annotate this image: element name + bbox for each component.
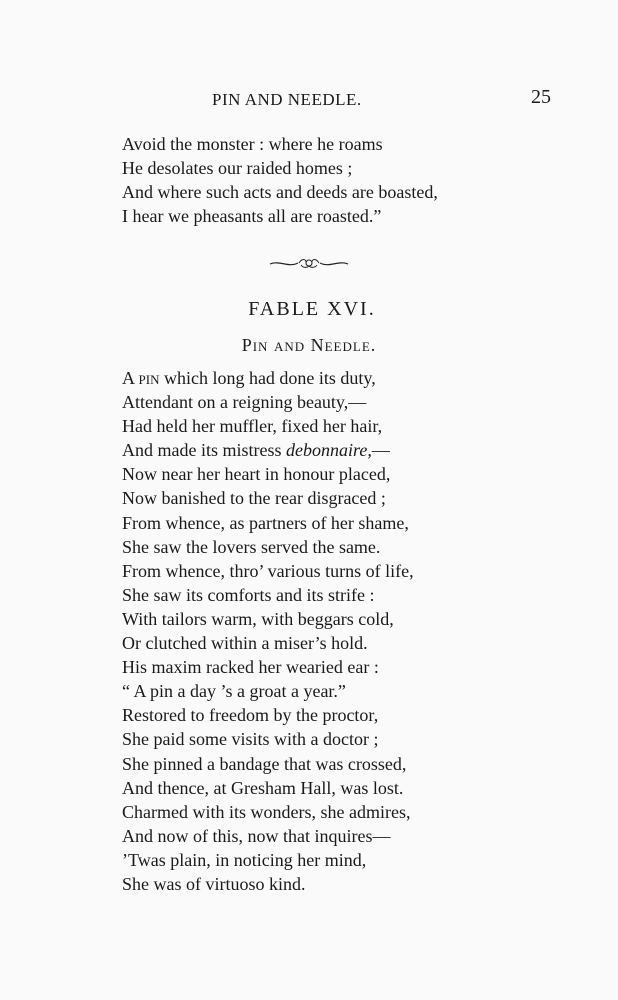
fable-subtitle: Pin and Needle. bbox=[241, 335, 377, 355]
verse-line: ’Twas plain, in noticing her mind, bbox=[122, 849, 367, 870]
verse-line: She was of virtuoso kind. bbox=[122, 873, 306, 894]
verse-line: Now near her heart in honour placed, bbox=[122, 464, 391, 485]
verse-line: His maxim racked her wearied ear : bbox=[122, 657, 379, 678]
verse-line: I hear we pheasants all are roasted.” bbox=[122, 206, 382, 227]
page-number: 25 bbox=[531, 86, 551, 108]
running-title: PIN AND NEEDLE. bbox=[212, 90, 362, 109]
verse-line: With tailors warm, with beggars cold, bbox=[122, 608, 394, 629]
verse-line: Restored to freedom by the proctor, bbox=[122, 705, 379, 726]
verse-line: And where such acts and deeds are boasted, bbox=[122, 182, 438, 203]
verse-line: And thence, at Gresham Hall, was lost. bbox=[122, 777, 404, 798]
italic-word: debonnaire, bbox=[286, 440, 372, 461]
verse-line: Charmed with its wonders, she admires, bbox=[122, 801, 411, 822]
fable-title: FABLE XVI. bbox=[248, 298, 376, 320]
verse-line: Had held her muffler, fixed her hair, bbox=[122, 416, 383, 437]
verse-line bbox=[122, 438, 414, 462]
verse-text: which long had done its duty, bbox=[159, 368, 376, 388]
verse-line: She paid some visits with a doctor ; bbox=[122, 729, 379, 750]
verse-line: Attendant on a reigning beauty,— bbox=[122, 392, 367, 413]
flourish-ornament-icon bbox=[268, 256, 350, 270]
verse-text: — bbox=[371, 440, 390, 461]
verse-line: Now banished to the rear disgraced ; bbox=[122, 488, 386, 509]
verse-line bbox=[122, 366, 414, 390]
closing-stanza bbox=[122, 132, 438, 228]
verse-line: She saw its comforts and its strife : bbox=[122, 584, 375, 605]
verse-line: And now of this, now that inquires— bbox=[122, 825, 391, 846]
verse-line: From whence, as partners of her shame, bbox=[122, 512, 409, 533]
verse-line: From whence, thro’ various turns of life, bbox=[122, 560, 414, 581]
verse-line: She pinned a bandage that was crossed, bbox=[122, 753, 407, 774]
drop-lead: A pin bbox=[122, 368, 160, 388]
verse-line: He desolates our raided homes ; bbox=[122, 158, 353, 179]
verse-text: And made its mistress bbox=[122, 440, 286, 461]
verse-line: “ A pin a day ’s a groat a year.” bbox=[122, 681, 346, 702]
fable-verse bbox=[122, 366, 414, 896]
verse-line: She saw the lovers served the same. bbox=[122, 536, 381, 557]
verse-line: Avoid the monster : where he roams bbox=[122, 134, 383, 154]
verse-line: Or clutched within a miser’s hold. bbox=[122, 633, 368, 654]
